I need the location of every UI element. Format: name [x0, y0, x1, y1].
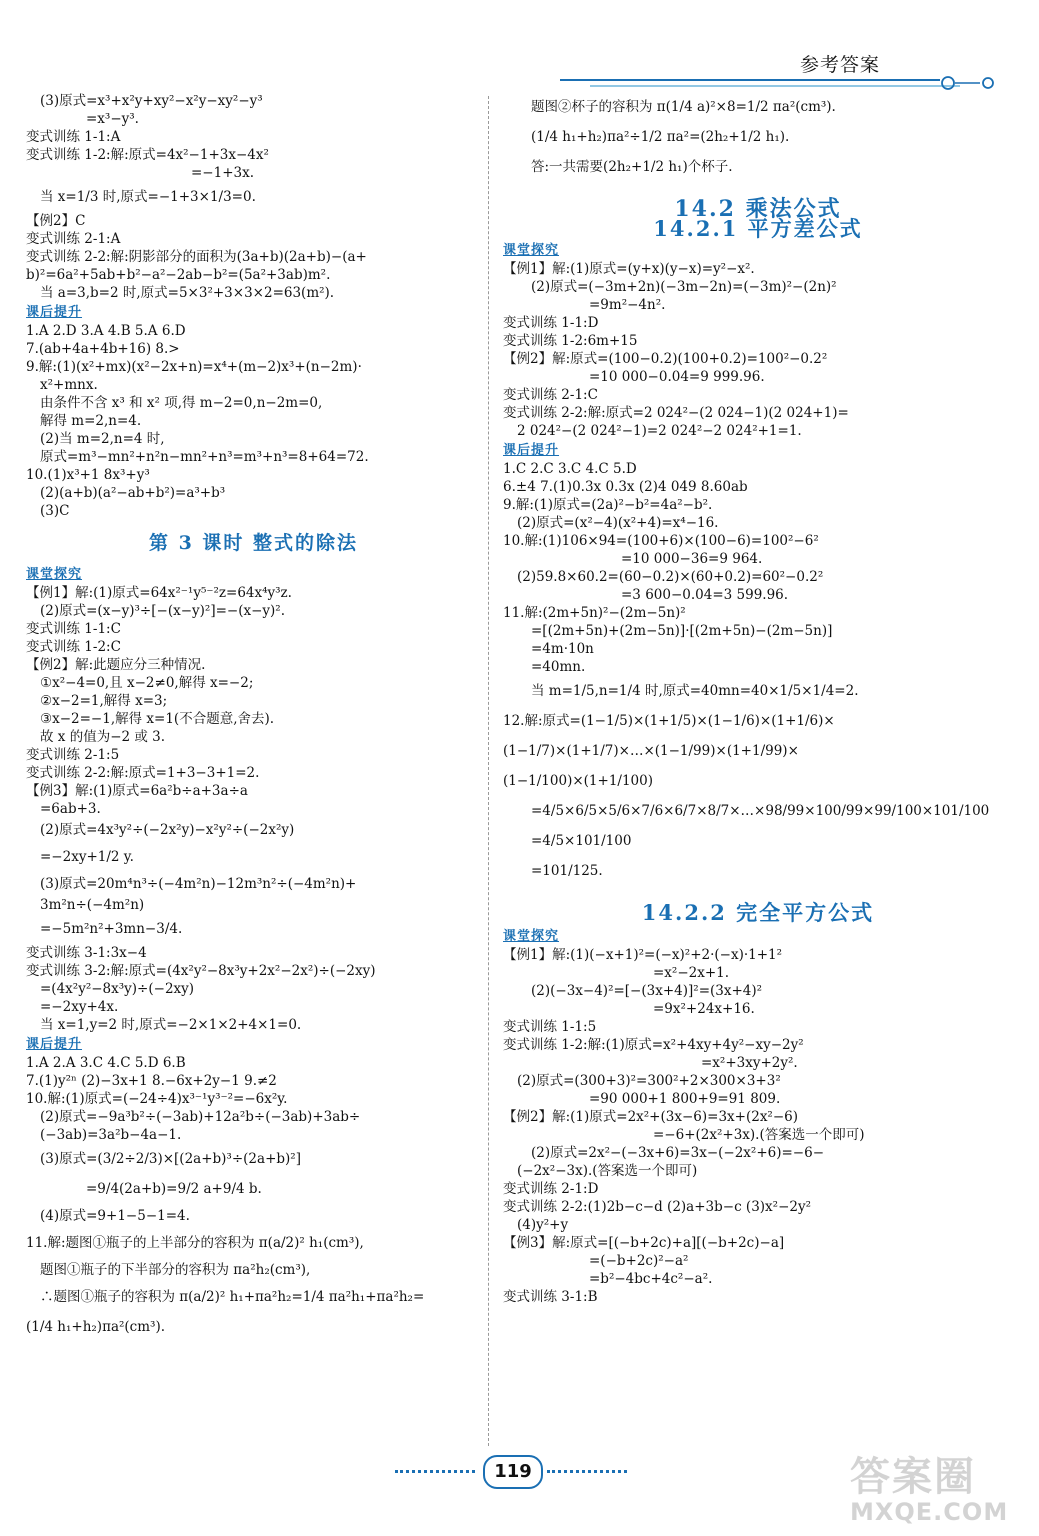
text-line: (−3ab)=3a²b−4a−1. — [40, 1127, 182, 1143]
text-line: 故 x 的值为−2 或 3. — [40, 729, 166, 745]
text-line: (4)原式=9+1−5−1=4. — [40, 1208, 190, 1224]
text-line: 变式训练 1-2:6m+15 — [503, 333, 638, 349]
text-line: (4)y²+y — [517, 1217, 569, 1233]
text-line: 当 m=1/5,n=1/4 时,原式=40mn=40×1/5×1/4=2. — [531, 683, 859, 699]
text-line: (2)原式=(300+3)²=300²+2×300×3+3² — [517, 1073, 781, 1089]
text-line: 9.解:(1)(x²+mx)(x²−2x+n)=x⁴+(m−2)x³+(n−2m)· — [26, 359, 362, 375]
text-line: 变式训练 1-2:解:(1)原式=x²+4xy+4y²−xy−2y² — [503, 1037, 804, 1053]
text-line: =4/5×101/100 — [531, 833, 632, 849]
text-line: (2)原式=(x−y)³÷[−(x−y)²]=−(x−y)². — [40, 603, 285, 619]
text-line: =[(2m+5n)+(2m−5n)]·[(2m+5n)−(2m−5n)] — [531, 623, 833, 639]
text-line: 7.(1)y²ⁿ (2)−3x+1 8.−6x+2y−1 9.≠2 — [26, 1073, 277, 1089]
text-line: 题图②杯子的容积为 π(1/4 a)²×8=1/2 πa²(cm³). — [531, 99, 836, 115]
text-line: (3)原式=x³+x²y+xy²−x²y−xy²−y³ — [40, 93, 263, 109]
text-line: (3)原式=(3/2÷2/3)×[(2a+b)³÷(2a+b)²] — [40, 1151, 301, 1167]
text-line: 1.C 2.C 3.C 4.C 5.D — [503, 461, 637, 477]
text-line: (2)当 m=2,n=4 时, — [40, 431, 165, 447]
text-line: 6.±4 7.(1)0.3x 0.3x (2)4 049 8.60ab — [503, 479, 748, 495]
text-line: (2)原式=4x³y²÷(−2x²y)−x²y²÷(−2x²y) — [40, 822, 295, 838]
text-line: 【例2】C — [26, 213, 86, 229]
text-line: 【例1】解:(1)原式=64x²⁻¹y⁵⁻²z=64x⁴y³z. — [26, 585, 292, 601]
right-column — [503, 92, 1013, 1306]
text-line: 变式训练 3-1:B — [503, 1289, 598, 1305]
text-line: (2)(−3x−4)²=[−(3x+4)]²=(3x+4)² — [531, 983, 763, 999]
lesson-heading: 第 3 课时 整式的除法 — [148, 532, 359, 554]
text-line: 1.A 2.A 3.C 4.C 5.D 6.B — [26, 1055, 186, 1071]
text-line: =40mn. — [531, 659, 586, 675]
text-line: 原式=m³−mn²+n²n−mn²+n³=m³+n³=8+64=72. — [40, 449, 369, 465]
text-line: =6ab+3. — [40, 801, 101, 817]
text-line: (2)原式=−9a³b²÷(−3ab)+12a²b÷(−3ab)+3ab÷ — [40, 1109, 361, 1125]
text-line: ①x²−4=0,且 x−2≠0,解得 x=−2; — [40, 675, 254, 691]
text-line: =4m·10n — [531, 641, 594, 657]
text-line: (2)59.8×60.2=(60−0.2)×(60+0.2)=60²−0.2² — [517, 569, 824, 585]
text-line: =−2xy+1/2 y. — [40, 849, 134, 865]
section-label: 课后提升 — [503, 443, 560, 458]
text-line: =(−b+2c)²−a² — [589, 1253, 689, 1269]
text-line: 解得 m=2,n=4. — [40, 413, 142, 429]
text-line: 1.A 2.D 3.A 4.B 5.A 6.D — [26, 323, 186, 339]
text-line: =101/125. — [531, 863, 603, 879]
subsection-heading: 14.2.2 完全平方公式 — [641, 900, 875, 925]
text-line: =90 000+1 800+9=91 809. — [589, 1091, 781, 1107]
text-line: =−6+(2x²+3x).(答案选一个即可) — [653, 1127, 865, 1143]
text-line: =4/5×6/5×5/6×7/6×6/7×8/7×…×98/99×100/99×99/100×101/100 — [531, 803, 990, 819]
watermark-logo: 答案圈 — [850, 1454, 976, 1500]
text-line: 10.(1)x³+1 8x³+y³ — [26, 467, 150, 483]
text-line: 2 024²−(2 024²−1)=2 024²−2 024²+1=1. — [517, 423, 802, 439]
column-divider — [488, 96, 489, 1446]
watermark-url: MXQE.COM — [850, 1498, 1009, 1526]
text-line: 变式训练 2-2:解:阴影部分的面积为(3a+b)(2a+b)−(a+ — [26, 249, 367, 265]
text-line: 变式训练 2-2:(1)2b−c−d (2)a+3b−c (3)x²−2y² — [503, 1199, 812, 1215]
text-line: (3)C — [40, 503, 70, 519]
text-line: 答:一共需要(2h₂+1/2 h₁)个杯子. — [531, 159, 733, 175]
header-title: 参考答案 — [800, 54, 881, 76]
text-line: (1/4 h₁+h₂)πa²÷1/2 πa²=(2h₂+1/2 h₁). — [531, 129, 790, 145]
dotted-rule-left — [395, 1470, 475, 1473]
text-line: b)²=6a²+5ab+b²−a²−2ab−b²=(5a²+3ab)m². — [26, 267, 331, 283]
text-line: (2)(a+b)(a²−ab+b²)=a³+b³ — [40, 485, 226, 501]
text-line: =x²+3xy+2y². — [701, 1055, 798, 1071]
text-line: 【例3】解:(1)原式=6a²b÷a+3a÷a — [26, 783, 248, 799]
text-line: 变式训练 1-1:C — [26, 621, 121, 637]
text-line: x²+mnx. — [40, 377, 98, 393]
text-line: 7.(ab+4a+4b+16) 8.> — [26, 341, 180, 357]
section-heading: 14.2 乘法公式 — [674, 196, 842, 222]
text-line: =9x²+24x+16. — [653, 1001, 755, 1017]
text-line: 12.解:原式=(1−1/5)×(1+1/5)×(1−1/6)×(1+1/6)× — [503, 713, 835, 729]
text-line: 变式训练 1-1:D — [503, 315, 599, 331]
text-line: ③x−2=−1,解得 x=1(不合题意,舍去). — [40, 711, 275, 727]
text-line: 【例2】解:原式=(100−0.2)(100+0.2)=100²−0.2² — [503, 351, 828, 367]
text-line: 【例2】解:此题应分三种情况. — [26, 657, 206, 673]
text-line: 当 x=1/3 时,原式=−1+3×1/3=0. — [40, 189, 256, 205]
text-line: (1−1/7)×(1+1/7)×…×(1−1/99)×(1+1/99)× — [503, 743, 799, 759]
text-line: 9.解:(1)原式=(2a)²−b²=4a²−b². — [503, 497, 713, 513]
section-label: 课堂探究 — [26, 567, 83, 582]
text-line: 题图①瓶子的下半部分的容积为 πa²h₂(cm³), — [40, 1262, 311, 1278]
text-line: 变式训练 1-2:解:原式=4x²−1+3x−4x² — [26, 147, 269, 163]
text-line: =x³−y³. — [86, 111, 139, 127]
section-label: 课堂探究 — [503, 929, 560, 944]
text-line: 【例1】解:(1)原式=(y+x)(y−x)=y²−x². — [503, 261, 755, 277]
text-line: 变式训练 1-1:A — [26, 129, 121, 145]
section-label: 课堂探究 — [503, 243, 560, 258]
page-number: 119 — [483, 1455, 543, 1489]
text-line: (3)原式=20m⁴n³÷(−4m²n)−12m³n²÷(−4m²n)+ — [40, 876, 357, 892]
text-line: 变式训练 1-2:C — [26, 639, 121, 655]
text-line: =x²−2x+1. — [653, 965, 730, 981]
text-line: 变式训练 2-2:解:原式=2 024²−(2 024−1)(2 024+1)= — [503, 405, 849, 421]
text-line: 变式训练 1-1:5 — [503, 1019, 597, 1035]
text-line: =10 000−36=9 964. — [621, 551, 763, 567]
section-label: 课后提升 — [26, 1037, 83, 1052]
page-number-badge — [395, 1452, 645, 1492]
subsection-heading: 14.2.1 平方差公式 — [653, 216, 863, 241]
text-line: 10.解:(1)106×94=(100+6)×(100−6)=100²−6² — [503, 533, 819, 549]
text-line: 【例3】解:原式=[(−b+2c)+a][(−b+2c)−a] — [503, 1235, 785, 1251]
text-line: =9/4(2a+b)=9/2 a+9/4 b. — [86, 1181, 262, 1197]
text-line: (2)原式=(−3m+2n)(−3m−2n)=(−3m)²−(2n)² — [531, 279, 837, 295]
text-line: 【例2】解:(1)原式=2x²+(3x−6)=3x+(2x²−6) — [503, 1109, 799, 1125]
text-line: =(4x²y²−8x³y)÷(−2xy) — [40, 981, 195, 997]
section-label: 课后提升 — [26, 305, 83, 320]
text-line: =−5m²n²+3mn−3/4. — [40, 921, 183, 937]
text-line: 变式训练 3-2:解:原式=(4x²y²−8x³y+2x²−2x²)÷(−2xy) — [26, 963, 376, 979]
text-line: 3m²n÷(−4m²n) — [40, 897, 145, 913]
text-line: 11.解:(2m+5n)²−(2m−5n)² — [503, 605, 686, 621]
text-line: 变式训练 2-1:A — [26, 231, 121, 247]
text-line: (1/4 h₁+h₂)πa²(cm³). — [26, 1319, 166, 1335]
text-line: (−2x²−3x).(答案选一个即可) — [517, 1163, 698, 1179]
text-line: 由条件不含 x³ 和 x² 项,得 m−2=0,n−2m=0, — [40, 395, 323, 411]
text-line: 变式训练 2-1:5 — [26, 747, 120, 763]
text-line: =10 000−0.04=9 999.96. — [589, 369, 765, 385]
text-line: (2)原式=(x²−4)(x²+4)=x⁴−16. — [517, 515, 719, 531]
text-line: =b²−4bc+4c²−a². — [589, 1271, 713, 1287]
text-line: =−2xy+4x. — [40, 999, 119, 1015]
text-line: 10.解:(1)原式=(−24÷4)x³⁻¹y³⁻²=−6x²y. — [26, 1091, 288, 1107]
dotted-rule-right — [547, 1470, 627, 1473]
text-line: =−1+3x. — [191, 165, 255, 181]
text-line: =3 600−0.04=3 599.96. — [621, 587, 789, 603]
text-line: 变式训练 2-1:C — [503, 387, 598, 403]
text-line: 变式训练 2-1:D — [503, 1181, 599, 1197]
text-line: ∴题图①瓶子的容积为 π(a/2)² h₁+πa²h₂=1/4 πa²h₁+πa²h₂= — [40, 1289, 425, 1305]
text-line: 【例1】解:(1)(−x+1)²=(−x)²+2·(−x)·1+1² — [503, 947, 783, 963]
text-line: (1−1/100)×(1+1/100) — [503, 773, 653, 789]
text-line: 当 a=3,b=2 时,原式=5×3²+3×3×2=63(m²). — [40, 285, 335, 301]
left-column — [26, 92, 481, 1342]
watermark — [850, 1455, 1030, 1530]
text-line: 当 x=1,y=2 时,原式=−2×1×2+4×1=0. — [40, 1017, 302, 1033]
text-line: 变式训练 3-1:3x−4 — [26, 945, 147, 961]
text-line: =9m²−4n². — [589, 297, 666, 313]
text-line: 变式训练 2-2:解:原式=1+3−3+1=2. — [26, 765, 260, 781]
text-line: ②x−2=1,解得 x=3; — [40, 693, 168, 709]
text-line: (2)原式=2x²−(−3x+6)=3x−(−2x²+6)=−6− — [531, 1145, 825, 1161]
text-line: 11.解:题图①瓶子的上半部分的容积为 π(a/2)² h₁(cm³), — [26, 1235, 364, 1251]
